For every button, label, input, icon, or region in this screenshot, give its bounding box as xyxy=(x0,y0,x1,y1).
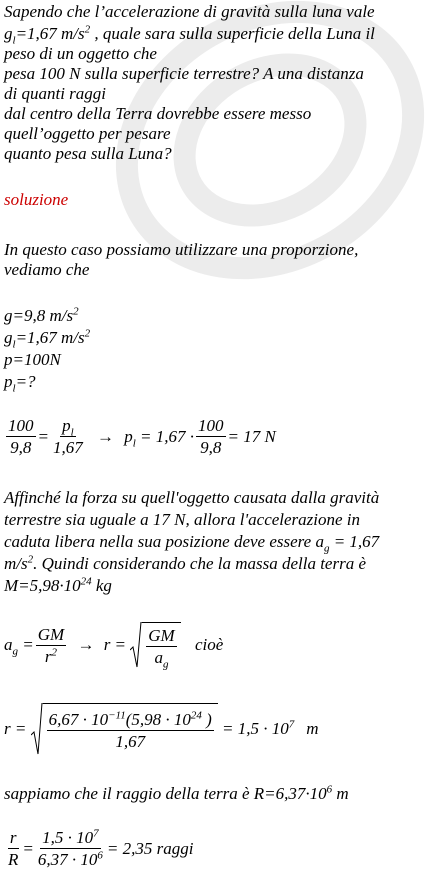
equation-ratio xyxy=(4,828,193,869)
given-pl-base: p xyxy=(4,372,13,391)
given-p: p=100N xyxy=(4,350,61,369)
r-equals: r = xyxy=(103,635,127,654)
denominator: 1,67 xyxy=(52,438,83,457)
fraction-100-over-9-8-b xyxy=(196,416,226,457)
given-g-exp: 2 xyxy=(73,305,79,318)
paragraph-line-3a: caduta libera nella sua posizione deve essere a xyxy=(4,532,324,551)
given-gl xyxy=(4,327,91,351)
fraction-big xyxy=(47,710,214,751)
pl-lhs-base: p xyxy=(124,426,133,446)
equation-gravity xyxy=(4,622,224,671)
r-equals: r = xyxy=(4,719,27,738)
question-line-1: Sapendo che l’accelerazione di gravità sulla luna vale xyxy=(4,2,375,21)
r-base: r xyxy=(44,646,52,666)
pl-lhs-rest: = 1,67 · xyxy=(140,426,195,446)
radius-exp: 6 xyxy=(326,783,333,796)
given-g xyxy=(4,306,79,326)
result: = 2,35 raggi xyxy=(106,838,194,858)
radius-line xyxy=(4,784,349,804)
fraction-gm-over-r2 xyxy=(36,625,66,666)
g-exp: −11 xyxy=(108,709,126,722)
gl-subscript: l xyxy=(12,34,16,47)
question-line-2-text: , quale sara sulla superficie della Luna il xyxy=(94,24,375,43)
paragraph-line-2: terrestre sia uguale a 17 N, allora l'accelerazione in xyxy=(4,510,361,529)
pl-lhs-sub: l xyxy=(132,436,136,449)
gl-value: =1,67 m/s xyxy=(15,24,85,43)
mass-exp: 24 xyxy=(190,709,202,722)
given-pl-sub: l xyxy=(12,382,16,395)
ag-base: a xyxy=(4,635,13,654)
denominator: 1,67 xyxy=(115,732,146,751)
radius-unit: m xyxy=(332,784,349,803)
pl-sub: l xyxy=(70,426,74,439)
question-line-8: quanto pesa sulla Luna? xyxy=(4,144,172,163)
mass-value: M=5,98·10 xyxy=(4,576,81,595)
solution-heading: soluzione xyxy=(4,190,69,209)
word-cioe: cioè xyxy=(194,635,224,654)
denominator: 9,8 xyxy=(200,438,222,457)
pl-lhs xyxy=(124,427,194,447)
denominator xyxy=(43,646,59,666)
given-gl-base: g xyxy=(4,328,13,347)
fraction-r-over-R xyxy=(6,828,20,869)
paren-close: ) xyxy=(201,710,212,729)
paragraph-line-4b: . Quindi considerando che la massa della terra è xyxy=(33,554,367,573)
given-gl-val: =1,67 m/s xyxy=(15,328,85,347)
given-gl-exp: 2 xyxy=(84,327,91,340)
mass-exp: 24 xyxy=(80,575,92,588)
numerator xyxy=(40,828,101,849)
equation-radius xyxy=(4,703,319,755)
paragraph-line-4 xyxy=(4,554,366,574)
fraction-values xyxy=(36,828,105,869)
gl-exponent: 2 xyxy=(84,23,91,36)
given-pl xyxy=(4,372,36,395)
num-value: 1,5 · 10 xyxy=(42,828,94,847)
paragraph-line-5 xyxy=(4,576,112,596)
fraction-100-over-9-8 xyxy=(6,416,36,457)
radicand xyxy=(142,622,180,671)
radical-sign-icon xyxy=(31,703,43,755)
numerator: GM xyxy=(148,626,175,645)
fraction-pl-over-1-67 xyxy=(51,416,85,457)
question-line-6: dal centro della Terra dovrebbe essere messo xyxy=(4,104,312,123)
question-line-7: quell’oggetto per pesare xyxy=(4,124,171,143)
r-exp: 2 xyxy=(51,645,58,658)
ag-base: a xyxy=(154,648,163,667)
result: = 17 N xyxy=(227,426,276,446)
question-line-3: peso di un oggetto che xyxy=(4,44,157,63)
ag-sub2: g xyxy=(12,645,18,658)
intro-line-2: vediamo che xyxy=(4,260,90,279)
ag-lhs xyxy=(4,635,18,658)
result-unit: m xyxy=(306,719,319,738)
ag-sub: g xyxy=(323,542,330,555)
result xyxy=(222,719,319,739)
paragraph-line-1: Affinché la forza su quell'oggetto causata dalla gravità xyxy=(4,488,380,507)
numerator xyxy=(47,710,214,731)
question-line-4: pesa 100 N sulla superficie terrestre? A una distanza xyxy=(4,64,364,83)
den-value: 6,37 · 10 xyxy=(37,850,98,869)
radicand xyxy=(43,703,218,755)
result-value: = 1,5 · 10 xyxy=(222,719,289,738)
arrow-icon: → xyxy=(96,426,114,446)
g-const: 6,67 · 10 xyxy=(48,710,109,729)
given-g-text: g=9,8 m/s xyxy=(4,306,74,325)
denominator xyxy=(36,849,105,869)
result-exp: 7 xyxy=(288,718,295,731)
radius-text: sappiamo che il raggio della terra è R=6,37·10 xyxy=(4,784,327,803)
numerator xyxy=(60,416,76,437)
numerator: r xyxy=(9,828,17,847)
num-exp: 7 xyxy=(93,827,99,840)
given-gl-sub: l xyxy=(12,338,16,351)
paragraph-line-3 xyxy=(4,532,380,555)
numerator: GM xyxy=(37,624,65,644)
intro-line-1: In questo caso possiamo utilizzare una proporzione, xyxy=(4,240,359,259)
fraction-gm-over-ag xyxy=(146,626,176,671)
mass-unit: kg xyxy=(91,576,112,595)
ag-sub3: g xyxy=(163,658,169,671)
denominator xyxy=(153,647,171,671)
paragraph-exp: 2 xyxy=(27,553,34,566)
equation-proportion xyxy=(4,416,276,457)
paragraph-line-3b: = 1,67 xyxy=(329,532,380,551)
pl-base: p xyxy=(62,416,71,435)
den-exp: 6 xyxy=(97,849,103,862)
equals-sign: = xyxy=(22,838,34,858)
square-root xyxy=(31,703,218,755)
question-line-5: di quanti raggi xyxy=(4,84,107,103)
numerator: 100 xyxy=(198,416,224,435)
question-line-2 xyxy=(4,23,375,47)
given-pl-val: =? xyxy=(15,372,36,391)
paragraph-line-4a: m/s xyxy=(4,554,28,573)
square-root xyxy=(130,622,180,671)
numerator: 100 xyxy=(8,416,34,435)
equals-sign: = xyxy=(37,426,49,446)
arrow-icon: → xyxy=(77,635,95,654)
denominator: 9,8 xyxy=(10,438,32,457)
equals-sign: = xyxy=(22,635,34,654)
radical-sign-icon xyxy=(130,622,142,668)
gl-symbol: g xyxy=(4,24,13,43)
denominator: R xyxy=(8,850,19,869)
earth-mass: (5,98 · 10 xyxy=(125,710,191,729)
